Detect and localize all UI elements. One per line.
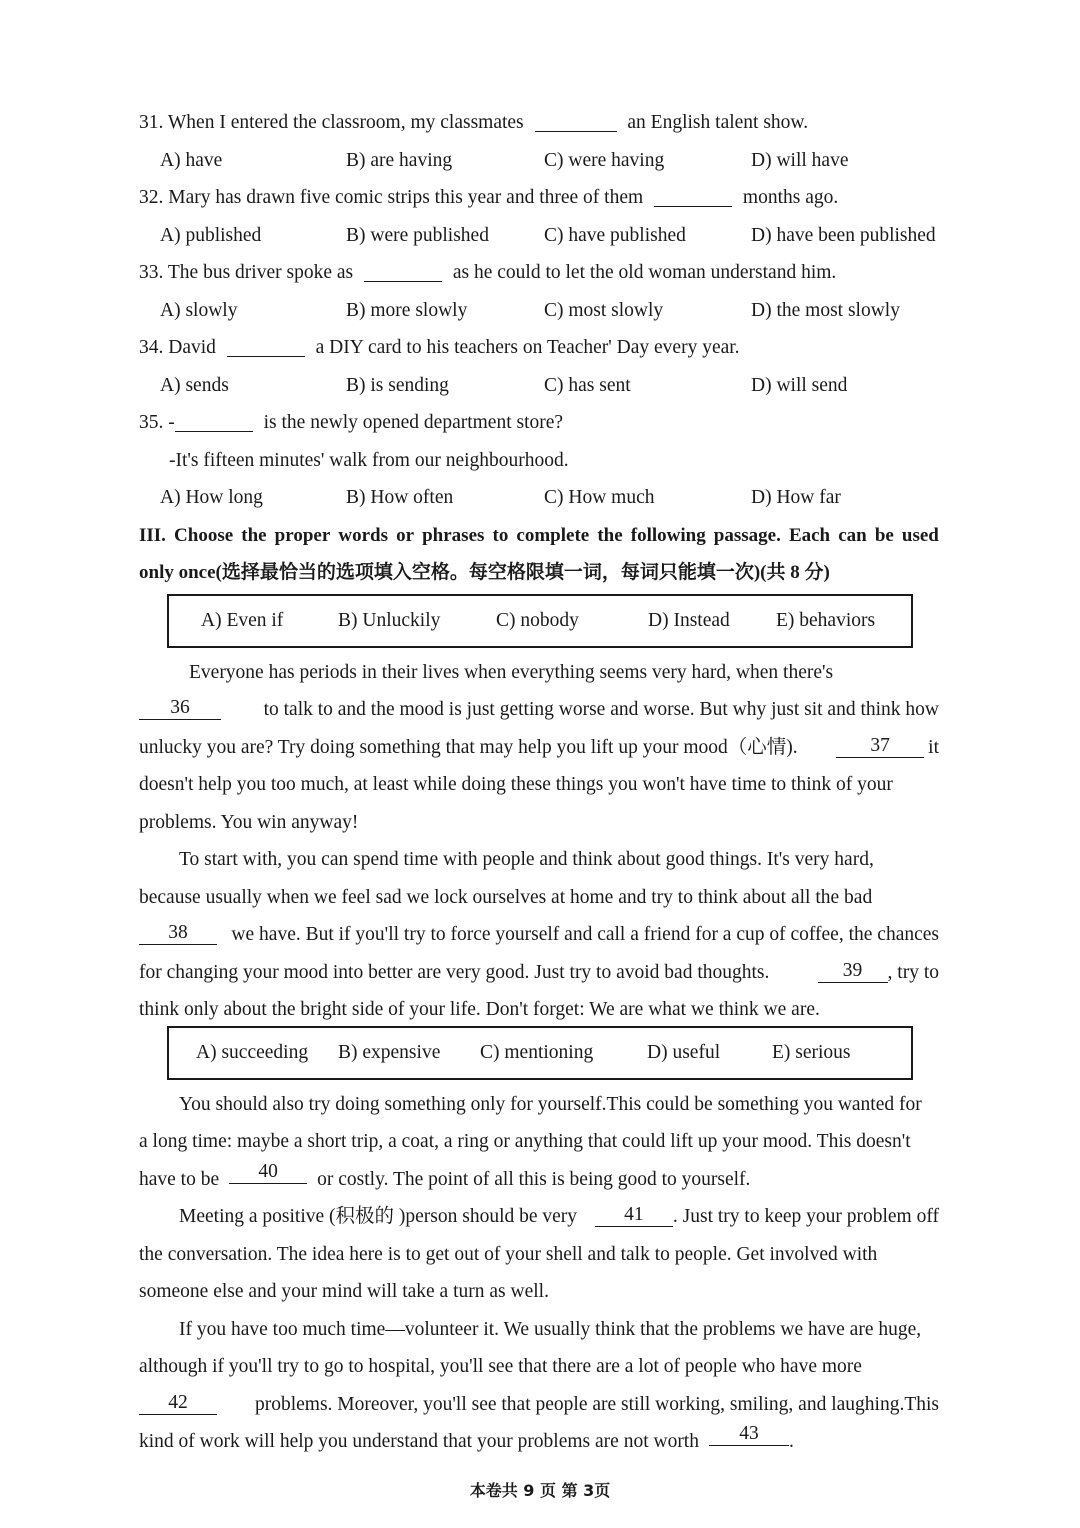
options-31 [139,142,939,180]
line-text: , try to [887,961,939,983]
question-35 [139,404,939,442]
option-c: C) has sent [544,374,631,396]
paragraph-4 [139,1198,939,1311]
heading-word: passage. [713,524,781,546]
option-a: A) slowly [160,299,238,321]
text-line [139,1273,939,1311]
text-line [139,1423,939,1461]
word-option: A) Even if [201,609,284,631]
word-option: E) behaviors [776,609,876,631]
question-stem: 33. The bus driver spoke as [139,262,354,283]
question-32 [139,179,939,217]
option-a: A) published [160,224,262,246]
options-32 [139,217,939,255]
option-a: A) sends [160,374,229,396]
line-text: kind of work will help you understand that your problems are not worth [139,1431,699,1452]
word-box-1 [167,594,913,648]
heading-word: can [838,524,867,546]
line-text: we have. But if you'll try to force yourself and call a friend for a cup of coffee, the chances [231,924,939,945]
text-line [139,916,939,954]
text-line [139,1386,939,1424]
line-text: problems. You win anyway! [139,811,359,833]
blank-40: 40 [229,1161,307,1184]
paragraph-1 [139,654,939,842]
line-text: although if you'll try to go to hospital, you'll see that there are a lot of people who have more [139,1356,862,1377]
option-a: A) have [160,149,223,171]
question-stem-end: months ago. [742,187,839,208]
blank-43: 43 [709,1423,789,1446]
line-text: for changing your mood into better are very good. Just try to avoid bad thoughts. [139,961,770,983]
line-text: Everyone has periods in their lives when everything seems very hard, when there's [189,661,834,683]
option-b: B) are having [346,149,453,171]
word-option: D) useful [647,1041,721,1063]
question-stem: 34. David [139,337,216,358]
text-line [139,1348,939,1386]
heading-word: III. [139,524,166,546]
word-option: C) nobody [496,609,579,631]
option-b: B) How often [346,487,454,508]
question-stem: 35. - [139,412,175,433]
question-stem-end: as he could to let the old woman understand him. [452,262,837,283]
line-text: Meeting a positive (积极的 )person should be very [179,1206,578,1227]
line-text: have to be [139,1168,220,1190]
option-c: C) How much [544,487,655,508]
line-text: because usually when we feel sad we lock ourselves at home and try to think about all the bad [139,886,873,908]
text-line [139,954,939,992]
answer-blank [227,334,305,357]
line-text: . [788,1431,794,1452]
heading-word: the [241,524,267,546]
word-option: E) serious [772,1041,851,1063]
blank-41: 41 [595,1204,673,1227]
heading-word: Each [788,524,831,546]
options-35 [139,479,939,517]
option-d: D) have been published [751,224,936,246]
question-stem: 31. When I entered the classroom, my classmates [139,112,524,133]
text-line [139,691,939,729]
text-line [139,654,939,692]
heading-word: Choose [174,524,234,546]
line-text: . Just try to keep your problem off [672,1206,939,1227]
question-stem-end: an English talent show. [627,112,809,133]
heading-word: following [630,524,706,546]
line-text: or costly. The point of all this is being good to yourself. [317,1168,751,1190]
line-text: You should also try doing something only for yourself.This could be something you wanted for [179,1093,922,1115]
text-line [139,1311,939,1349]
answer-blank [654,184,732,207]
text-line [139,1236,939,1274]
line-text: doesn't help you too much, at least while doing these things you won't have time to think of your [139,774,893,795]
question-stem-end: is the newly opened department store? [263,412,564,433]
option-d: D) How far [751,487,841,508]
section-3-line-2: only once(选择最恰当的选项填入空格。每空格限填一词，每词只能填一次)(共 8 分) [139,561,830,583]
question-stem: 32. Mary has drawn five comic strips this year and three of them [139,187,644,208]
line-text: a long time: maybe a short trip, a coat, a ring or anything that could lift up your mood. This doesn't [139,1131,911,1152]
word-option: D) Instead [648,609,730,631]
answer-blank [364,259,442,282]
word-option: B) expensive [338,1041,441,1063]
word-option: A) succeeding [196,1041,309,1063]
heading-word: be [874,524,894,546]
option-d: D) will have [751,149,849,171]
option-c: C) were having [544,149,665,171]
line-text: the conversation. The idea here is to get out of your shell and talk to people. Get involved with [139,1243,878,1265]
options-33 [139,292,939,330]
text-line [139,841,939,879]
text-line [139,729,939,767]
option-b: B) were published [346,224,489,246]
word-option: B) Unluckily [338,609,441,631]
text-line [139,766,939,804]
option-d: D) the most slowly [751,299,900,321]
option-a: A) How long [160,487,263,508]
question-34 [139,329,939,367]
text-line [139,991,939,1029]
text-line [139,1123,939,1161]
answer-blank [175,409,253,432]
option-c: C) have published [544,224,686,246]
paragraph-5 [139,1311,939,1461]
paragraph-3 [139,1086,939,1199]
answer-line-35: -It's fifteen minutes' walk from our neighbourhood. [169,449,569,471]
text-line [139,1161,939,1199]
page-footer: 本卷共 9 页 第 3页 [469,1481,611,1500]
option-b: B) more slowly [346,299,468,321]
heading-word: complete [516,524,590,546]
line-text: it [928,736,939,758]
question-33 [139,254,939,292]
section-3-line-1 [139,517,939,554]
option-b: B) is sending [346,374,449,396]
text-line [139,1086,939,1124]
word-box-2 [167,1026,913,1080]
text-line [139,879,939,917]
line-text: think only about the bright side of your life. Don't forget: We are what we think we are. [139,999,820,1020]
heading-word: the [597,524,623,546]
blank-38: 38 [139,922,217,945]
options-34 [139,367,939,405]
heading-word: proper [274,524,331,546]
text-line [139,1198,939,1236]
blank-42: 42 [139,1392,217,1415]
heading-word: words [338,524,388,546]
exam-page [139,104,939,1461]
blank-37: 37 [836,735,924,758]
heading-word: phrases [422,524,485,546]
question-stem-end: a DIY card to his teachers on Teacher' Day every year. [315,337,740,358]
section-3-heading [139,517,939,591]
line-text: If you have too much time—volunteer it. We usually think that the problems we have are huge, [179,1318,922,1340]
line-text: someone else and your mind will take a turn as well. [139,1281,549,1302]
heading-word: or [396,524,415,546]
paragraph-2 [139,841,939,1029]
heading-word: to [492,524,509,546]
word-option: C) mentioning [480,1041,594,1063]
line-text: to talk to and the mood is just getting worse and worse. But why just sit and think how [263,699,939,720]
line-text: unlucky you are? Try doing something that may help you lift up your mood（心情). [139,736,798,758]
text-line [139,804,939,842]
question-31 [139,104,939,142]
heading-word: used [901,524,939,546]
blank-36: 36 [139,697,221,720]
line-text: To start with, you can spend time with people and think about good things. It's very hard, [179,849,874,870]
option-d: D) will send [751,374,848,396]
blank-39: 39 [818,960,888,983]
answer-blank [535,109,617,132]
option-c: C) most slowly [544,299,664,321]
line-text: problems. Moreover, you'll see that people are still working, smiling, and laughing.This [254,1393,939,1415]
